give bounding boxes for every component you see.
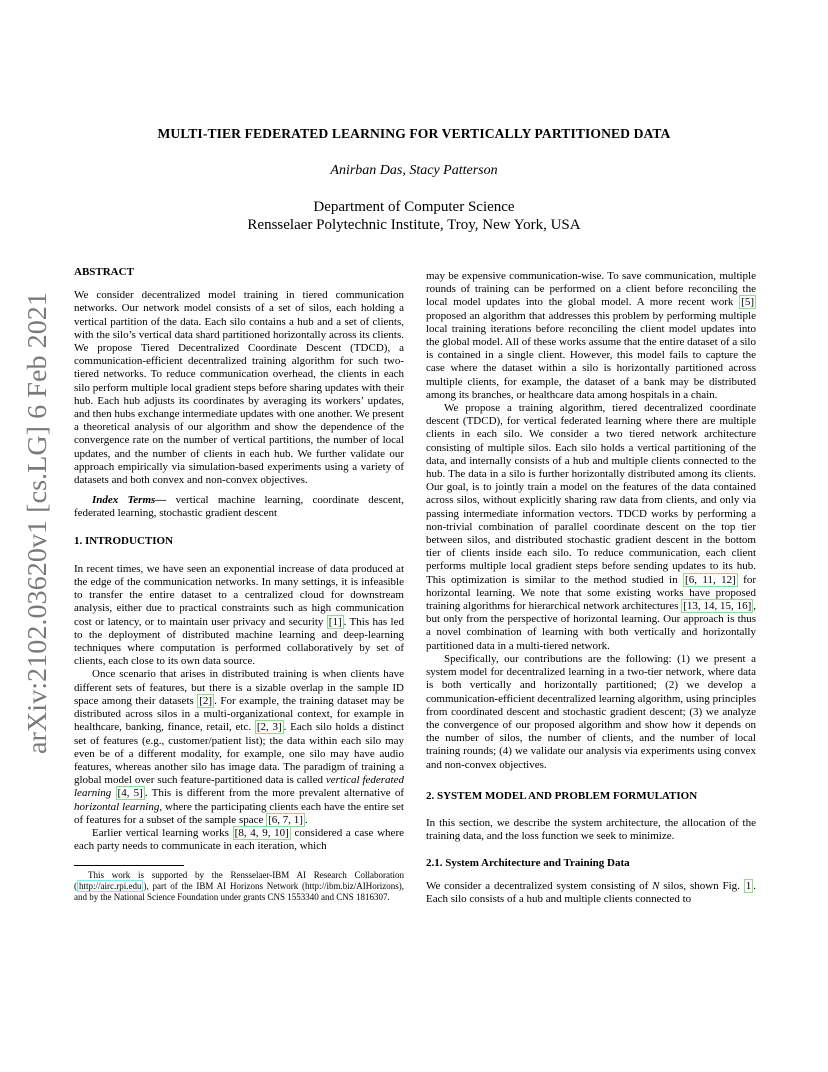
citation-link[interactable]: [1] [328,615,342,628]
subsection-2-1-heading: 2.1. System Architecture and Training Data [426,857,630,870]
left-column [74,266,404,903]
intro-p2-text [111,787,115,799]
intro-p2-text: , where the participating clients each have the entire set of features for a subset of the sample space [74,800,404,826]
intro-p3-text: considered a case where each party needs to communicate in each iteration, which [74,826,404,853]
citation-link[interactable]: [6, 7, 1] [268,813,303,826]
footnote-url-link[interactable]: http://airc.rpi.edu [79,881,142,892]
sub21-text: . Each silo consists of a hub and multiple clients connected to [426,879,756,905]
arxiv-stamp [10,292,60,762]
citation-link[interactable]: [13, 14, 15, 16] [683,600,752,613]
figure-link[interactable]: 1 [745,879,752,892]
section-2-intro: In this section, we describe the system architecture, the allocation of the training data, and the loss function we seek to minimize. [426,816,756,843]
right-column [426,270,756,906]
subsection-2-1-text [426,880,756,906]
intro-p2-text: . [304,813,308,826]
sub21-text: silos, shown Fig. [659,879,744,892]
intro-paragraph-3 [74,827,404,853]
intro-p2-text: . For example, the training dataset may be distributed across silos in a multi-organizational context, for example in healthcare, banking, finance, retail, etc. [74,694,404,734]
index-terms-label: Index Terms— [92,494,167,507]
right-p2-text: We propose a training algorithm, tiered decentralized coordinate descent (TDCD), for vertical federated learning where there are multiple clients in each silo. We consider a two tiered network architecture consisting of multiple silos. Each silo holds a vertical partitioning of the data, and internally consists of a hub and multiple clients connected to the hub. The data in a silo is further horizontally distributed among its clients. Our goal, is to jointly train a model on the features of the data contained across silos, without explicitly sharing raw data from clients, and only via passing intermediate information vectors. TDCD works by performing a non-trivial combination of parallel coordinate descent on the top tier between silos, and distributed stochastic gradient descent in the bottom tier of clients inside each silo. To reduce communication, each client performs multiple local gradient steps before sending updates to its hub. This optimization is similar to the method studied in [426,402,756,586]
intro-paragraph-1 [74,563,404,669]
citation-link[interactable]: [8, 4, 9, 10] [234,826,289,839]
footnote [74,870,404,903]
footnote-text: ), part of the IBM AI Horizons Network (http://ibm.biz/AIHorizons), and by the National Science Foundation under grants CNS 1553340 and CNS 1816307. [74,881,404,903]
intro-p1-text: In recent times, we have seen an exponential increase of data produced at the edge of the communication networks. In many settings, it is infeasible to transfer the entire dataset to a centralized cloud for downstream analysis, either due to practical constraints such as high communication cost or latency, or to maintain user privacy and security [74,562,404,628]
citation-link[interactable]: [2] [199,694,213,707]
index-terms [74,494,404,520]
arxiv-stamp-text: arXiv:2102.03620v1 [cs.LG] 6 Feb 2021 [22,311,52,754]
index-terms-text: vertical machine learning, coordinate descent, federated learning, stochastic gradient descent [74,494,404,520]
intro-heading: 1. INTRODUCTION [74,534,174,547]
sub21-text: We consider a decentralized system consisting of [426,879,653,892]
intro-p2-emphasis: vertical federated learning [74,774,404,800]
right-p1-text: may be expensive communication-wise. To save communication, multiple rounds of training can be performed on a client before reconciling the local model updates into the global model. A more recent work [426,270,756,309]
intro-p2-text: Once scenario that arises in distributed training is when clients have different sets of features, but there is a sizable overlap in the sample ID space among their datasets [74,668,404,707]
affiliation [0,198,828,234]
intro-p2-emphasis: horizontal learning [74,800,160,813]
footnote-text: This work is supported by the Rensselaer-IBM AI Research Collaboration ( [74,870,404,892]
right-p2-text: , but only from the perspective of horizontal learning. Our approach is thus a novel combination of learning with both vertically and horizontally partitioned data in a multi-tiered network. [426,600,757,652]
citation-link[interactable]: [4, 5] [117,787,143,800]
sub21-math-n: N [652,879,660,892]
citation-link[interactable]: [5] [741,296,754,309]
affiliation-institution: Rensselaer Polytechnic Institute, Troy, New York, USA [247,217,581,233]
abstract-text: We consider decentralized model training in tiered communication networks. Our network model consists of a set of silos, each holding a vertical partition of the data. Each silo contains a hub and a set of clients, with the silo’s vertical data shard partitioned horizontally across its clients. We propose Tiered Decentralized Coordinate Descent (TDCD), a communication-efficient decentralized training algorithm for such two-tiered networks. To reduce communication overhead, the clients in each silo perform multiple local gradient steps before sharing updates with their hub. Each hub adjusts its coordinates by averaging its workers’ updates, and then hubs exchange intermediate updates with one another. We present a theoretical analysis of our algorithm and show the dependence of the convergence rate on the number of vertical partitions, the number of local updates, and the number of clients in each hub. We further validate our approach empirically via simulation-based experiments using a variety of datasets and both convex and non-convex objectives. [74,289,404,487]
citation-link[interactable]: [2, 3] [256,721,282,734]
intro-p3-text: Earlier vertical learning works [92,826,233,839]
intro-p2-text: . This is different from the more prevalent alternative of [144,787,405,800]
citation-link[interactable]: [6, 11, 12] [685,573,736,586]
right-p1-text: proposed an algorithm that addresses this problem by performing multiple local training iterations before reconciling the client model updates into the global model. All of these works assume that the entire dataset of a silo is contained in a single client. However, this model fails to capture the case where the dataset within a silo is horizontally partitioned across multiple clients, for example, the dataset of a bank may be distributed among its branches, or healthcare data among hospitals in a chain. [426,309,756,401]
paper-title: MULTI-TIER FEDERATED LEARNING FOR VERTICALLY PARTITIONED DATA [157,126,671,141]
section-2-heading: 2. SYSTEM MODEL AND PROBLEM FORMULATION [426,789,698,802]
right-paragraph-1 [426,270,756,402]
intro-paragraph-2 [74,668,404,826]
intro-p2-text: . Each silo holds a distinct set of features (e.g., customer/patient list); the data within each silo may even be of a different modality, for example, one silo may have audio features, whereas another silo has image data. The paradigm of training a global model over such feature-partitioned data is called [74,721,405,787]
right-paragraph-2 [426,402,756,653]
intro-p1-text: . This has led to the deployment of distributed machine learning and deep-learning techniques where computation is performed collaboratively by set of clients, each close to its own data source. [74,615,404,668]
affiliation-dept: Department of Computer Science [313,199,515,215]
right-p2-text: for horizontal learning. We note that some existing works have proposed training algorithms for hierarchical network architectures [426,573,756,613]
paper-authors: Anirban Das, Stacy Patterson [330,163,498,178]
right-paragraph-3: Specifically, our contributions are the following: (1) we present a system model for decentralized learning in a two-tier network, where data is both vertically and horizontally partitioned; (2) we develop a communication-efficient decentralized learning algorithm, using principles from coordinated descent and stochastic gradient descent; (3) we analyze the convergence of our proposed algorithm and show how it depends on the number of silos, the number of clients, and the number of local training rounds; (4) we validate our analysis via experiments using convex and non-convex objectives. [426,652,756,771]
footnote-rule [74,865,184,866]
abstract-heading: ABSTRACT [74,266,134,278]
